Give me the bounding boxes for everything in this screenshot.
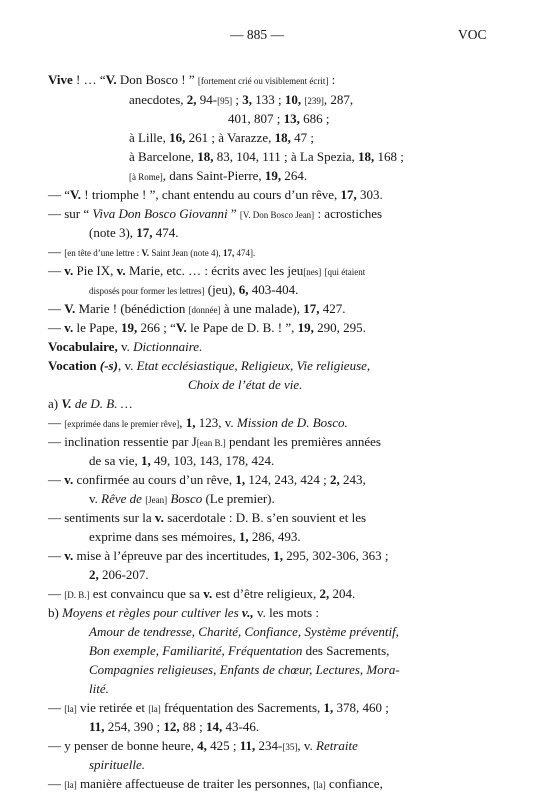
text-run: v. xyxy=(64,472,74,487)
text-run: v. xyxy=(89,491,102,506)
text-run: Etat ecclésiastique, Religieux, Vie religieuse, xyxy=(136,358,371,373)
text-run: — y penser de bonne heure, xyxy=(48,738,198,753)
text-run: — sentiments sur la xyxy=(48,510,155,525)
text-run: Marie ! (bénédiction xyxy=(75,301,189,316)
text-run: v. xyxy=(203,586,213,601)
entry-line xyxy=(48,72,335,89)
text-run: ; xyxy=(232,92,243,107)
text-run: [V. Don Bosco Jean] xyxy=(239,210,315,220)
text-run: 2, xyxy=(319,586,330,601)
text-run: ! … “ xyxy=(72,72,106,87)
text-run: [Jean] xyxy=(145,495,168,505)
text-run: 290, 295. xyxy=(313,320,366,335)
text-run: Mission de D. Bosco. xyxy=(236,415,348,430)
text-run: — xyxy=(48,776,65,791)
text-run: spirituelle. xyxy=(89,757,145,772)
text-run: 243, xyxy=(339,472,366,487)
text-run: Pie IX, xyxy=(73,263,117,278)
text-run: — xyxy=(48,586,65,601)
text-run: (jeu), xyxy=(204,282,239,297)
text-run: V. xyxy=(61,396,72,411)
text-run: [exprimée dans le premier rêve] xyxy=(64,419,180,429)
entry-line xyxy=(129,149,404,165)
text-run: 13, xyxy=(283,111,300,126)
entry-line xyxy=(48,187,383,203)
text-run: sacerdotale : D. B. s’en souvient et les xyxy=(163,510,367,525)
text-run: [la] xyxy=(64,780,77,790)
text-run: 17, xyxy=(303,301,320,316)
text-run: v. xyxy=(64,263,74,278)
text-run: Compagnies religieuses, Enfants de chœur, Lectures, Mora- xyxy=(89,662,400,677)
text-run: [la] xyxy=(148,704,161,714)
text-run: exprime dans ses mémoires, xyxy=(89,529,239,544)
entry-line xyxy=(89,681,109,697)
text-run: fréquentation des Sacrements, xyxy=(160,700,324,715)
text-run: Amour de tendresse, Charité, Confiance, Système préventif, xyxy=(89,624,400,639)
text-run: de D. B. … xyxy=(71,396,133,411)
entry-line xyxy=(48,263,365,280)
text-run: (-s) xyxy=(99,358,118,373)
text-run: [nes] xyxy=(303,267,322,277)
text-run: 17, xyxy=(136,225,153,240)
text-run: V. xyxy=(70,187,81,202)
entry-line xyxy=(89,624,399,640)
text-run: 123, v. xyxy=(195,415,237,430)
text-run: v. xyxy=(64,320,74,335)
text-run: [donnée] xyxy=(188,305,221,315)
text-run: , 287, xyxy=(323,92,354,107)
text-run: Vive xyxy=(48,72,73,87)
text-run: v. xyxy=(116,263,126,278)
text-run: confirmée au cours d’un rêve, xyxy=(73,472,236,487)
text-run: 2, xyxy=(186,92,197,107)
text-run: 427. xyxy=(319,301,346,316)
text-run: Moyens et règles pour cultiver les xyxy=(62,605,242,620)
text-run: — xyxy=(48,320,65,335)
entry-line xyxy=(48,548,388,564)
text-run: 19, xyxy=(264,168,282,183)
entry-line xyxy=(89,225,179,241)
text-run: 14, xyxy=(206,719,223,734)
text-run: Dictionnaire. xyxy=(133,339,203,354)
text-run: Vocation xyxy=(48,358,97,373)
text-run: 303. xyxy=(356,187,383,202)
text-run: 234- xyxy=(255,738,283,753)
page-number: — 885 — xyxy=(230,27,284,42)
text-run: 47 ; xyxy=(290,130,314,145)
text-run: 124, 243, 424 ; xyxy=(245,472,330,487)
text-run: — xyxy=(48,472,65,487)
entry-line xyxy=(48,472,366,488)
text-run: — xyxy=(48,263,65,278)
text-run: V. xyxy=(64,301,76,316)
entry-line xyxy=(48,244,255,261)
text-run: [en tête d’une lettre : xyxy=(64,248,142,258)
text-run: 12, xyxy=(163,719,180,734)
text-run: 94- xyxy=(196,92,218,107)
text-run: le Pape, xyxy=(73,320,121,335)
text-run: 17, xyxy=(223,248,235,258)
entry-line xyxy=(48,434,381,451)
text-run: Marie, etc. … : écrits avec les jeu xyxy=(125,263,304,278)
entry-line xyxy=(89,567,149,583)
text-run: — xyxy=(48,548,65,563)
text-run: 474. xyxy=(152,225,179,240)
text-run: v. xyxy=(117,339,134,354)
text-run: 133 ; xyxy=(251,92,285,107)
text-run: 19, xyxy=(120,320,138,335)
text-run: [à Rome] xyxy=(129,172,163,182)
text-run: confiance, xyxy=(325,776,383,791)
text-run: — xyxy=(48,301,65,316)
text-run: anecdotes, xyxy=(129,92,187,107)
text-run: : acrostiches xyxy=(314,206,383,221)
text-run: ” xyxy=(227,206,240,221)
running-head: VOC xyxy=(458,27,487,42)
text-run: [la] xyxy=(64,704,77,714)
text-run: (Le premier). xyxy=(202,491,275,506)
text-run: — xyxy=(48,415,65,430)
text-run: 286, 493. xyxy=(248,529,301,544)
text-run: 11, xyxy=(239,738,256,753)
entry-line xyxy=(129,168,307,185)
text-run: 83, 104, 111 ; à La Spezia, xyxy=(213,149,358,164)
text-run: le Pape de D. B. ! ”, xyxy=(186,320,298,335)
text-run: b) xyxy=(48,605,63,620)
text-run: 425 ; xyxy=(206,738,240,753)
text-run: 264. xyxy=(281,168,308,183)
text-run: , xyxy=(179,415,186,430)
text-run: v. xyxy=(154,510,164,525)
text-run: v. xyxy=(64,548,74,563)
entry-line xyxy=(48,510,366,526)
text-run: ! triomphe ! ”, chant entendu au cours d’un rêve, xyxy=(81,187,341,202)
entry-line xyxy=(48,339,202,355)
text-run: 295, 302-306, 363 ; xyxy=(283,548,389,563)
text-run: [239] xyxy=(304,96,324,106)
text-run: des Sacrements, xyxy=(302,643,390,658)
text-run: 401, 807 ; xyxy=(228,111,284,126)
text-run: lité. xyxy=(89,681,109,696)
entry-line xyxy=(48,396,132,412)
text-run: mise à l’épreuve par des incertitudes, xyxy=(73,548,274,563)
entry-line xyxy=(48,206,382,223)
text-run: 4, xyxy=(197,738,207,753)
text-run: Don Bosco ! ” xyxy=(116,72,198,87)
text-run: 266 ; “ xyxy=(137,320,176,335)
text-run: — inclination ressentie par J xyxy=(48,434,197,449)
text-run: [35] xyxy=(282,742,298,752)
text-run: 18, xyxy=(274,130,291,145)
text-run: Rêve de xyxy=(101,491,142,506)
entry-line xyxy=(48,776,383,793)
entry-line xyxy=(48,415,348,432)
text-run: , v. xyxy=(297,738,317,753)
text-run: Choix de l’état de vie. xyxy=(188,377,303,392)
text-run: a) xyxy=(48,396,62,411)
text-run: 19, xyxy=(297,320,314,335)
text-run: 49, 103, 143, 178, 424. xyxy=(150,453,275,468)
text-run: 261 ; à Varazze, xyxy=(185,130,275,145)
text-run: 6, xyxy=(238,282,249,297)
text-run: disposés pour former les lettres] xyxy=(89,286,205,296)
text-run: 1, xyxy=(238,529,249,544)
text-run: 88 ; xyxy=(179,719,207,734)
entry-line xyxy=(129,92,353,109)
text-run: 474]. xyxy=(234,248,256,258)
entry-line xyxy=(89,529,301,545)
text-run: (note 3), xyxy=(89,225,137,240)
text-run: 17, xyxy=(340,187,357,202)
text-run: Bon exemple, Familiarité, Fréquentation xyxy=(89,643,303,658)
text-run: est d’être religieux, xyxy=(212,586,320,601)
text-run: 11, xyxy=(89,719,105,734)
text-run: V. xyxy=(141,248,150,258)
text-run: — xyxy=(48,244,65,259)
text-run: 403-404. xyxy=(248,282,299,297)
text-run: [la] xyxy=(313,780,326,790)
text-run: 1, xyxy=(140,453,151,468)
text-run: 1, xyxy=(273,548,284,563)
text-run: 3, xyxy=(242,92,252,107)
text-run: v., xyxy=(241,605,254,620)
entry-line xyxy=(48,301,345,318)
text-run: 1, xyxy=(235,472,246,487)
text-run: 2, xyxy=(330,472,340,487)
text-run: vie retirée et xyxy=(76,700,149,715)
text-run: à une malade), xyxy=(220,301,304,316)
text-run: [D. B.] xyxy=(64,590,90,600)
text-run: V. xyxy=(105,72,117,87)
entry-line xyxy=(129,130,314,146)
text-run: 168 ; xyxy=(374,149,404,164)
text-run: Saint Jean (note 4), xyxy=(149,248,224,258)
entry-line xyxy=(48,358,370,374)
text-run: 204. xyxy=(329,586,356,601)
text-run: Bosco xyxy=(170,491,203,506)
entry-line xyxy=(48,738,358,755)
text-run: de sa vie, xyxy=(89,453,141,468)
entry-line xyxy=(89,662,400,678)
text-run: v. les mots : xyxy=(253,605,319,620)
entry-line xyxy=(188,377,302,393)
text-run: Viva Don Bosco Giovanni xyxy=(92,206,228,221)
text-run: — xyxy=(48,700,65,715)
text-run: 16, xyxy=(169,130,186,145)
text-run: 254, 390 ; xyxy=(104,719,164,734)
text-run: 43-46. xyxy=(222,719,260,734)
text-run: V. xyxy=(175,320,187,335)
text-run: 206-207. xyxy=(98,567,149,582)
text-run: — “ xyxy=(48,187,71,202)
text-run: [ean B.] xyxy=(196,438,226,448)
entry-line xyxy=(89,491,275,508)
text-run: 10, xyxy=(284,92,302,107)
text-run: pendant les premières années xyxy=(225,434,381,449)
text-run: [95] xyxy=(217,96,233,106)
text-run: Vocabulaire, xyxy=(48,339,118,354)
text-run: est convaincu que sa xyxy=(89,586,204,601)
text-run: 1, xyxy=(185,415,196,430)
text-run: 2, xyxy=(89,567,99,582)
text-run: , dans Saint-Pierre, xyxy=(162,168,265,183)
text-run: à Lille, xyxy=(129,130,170,145)
entry-line xyxy=(89,643,389,659)
text-run: — sur “ xyxy=(48,206,93,221)
text-run: Retraite xyxy=(316,738,358,753)
text-run: 18, xyxy=(197,149,214,164)
entry-line xyxy=(48,320,366,336)
entry-line xyxy=(89,719,259,735)
text-run: : xyxy=(328,72,336,87)
text-run: [qui étaient xyxy=(324,267,366,277)
text-run: 1, xyxy=(323,700,334,715)
text-run: 686 ; xyxy=(299,111,330,126)
entry-line xyxy=(48,700,389,717)
text-run: manière affectueuse de traiter les personnes, xyxy=(76,776,314,791)
text-run: 18, xyxy=(358,149,375,164)
text-run: à Barcelone, xyxy=(129,149,198,164)
text-run: [fortement crié ou visiblement écrit] xyxy=(197,76,329,86)
entry-line xyxy=(89,757,145,773)
entry-line xyxy=(228,111,330,127)
text-run: , v. xyxy=(117,358,137,373)
entry-line xyxy=(89,453,274,469)
entry-line xyxy=(48,605,319,621)
entry-line xyxy=(48,586,355,603)
entry-line xyxy=(89,282,298,299)
text-run: 378, 460 ; xyxy=(333,700,389,715)
